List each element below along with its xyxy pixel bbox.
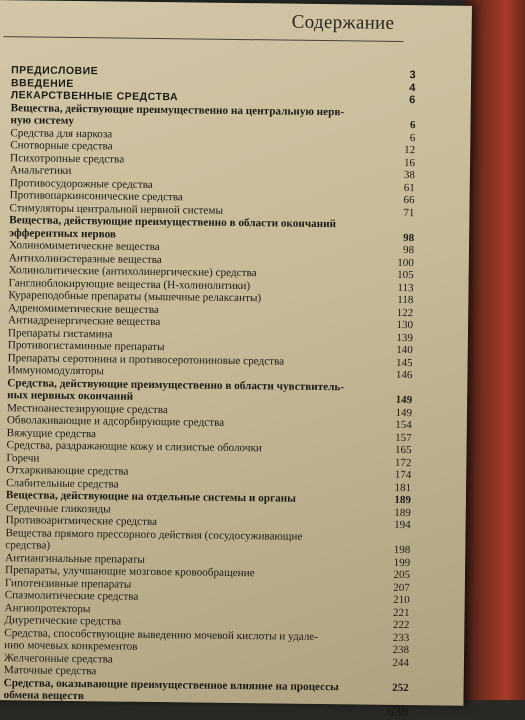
toc-entry-title: Средства, способствующие выведению мочевой кислоты и удале- <box>4 626 319 643</box>
toc-entry-page: 165 <box>394 443 412 457</box>
toc-entry-title: Отхаркивающие средства <box>6 464 129 478</box>
toc-entry-title: Курареподобные препараты (мышечные релаксанты) <box>8 289 262 305</box>
toc-entry-title: Психотропные средства <box>10 151 125 166</box>
toc-entry-page: 98 <box>403 231 415 244</box>
toc-entry-page: 6 <box>409 131 416 144</box>
toc-entry-title: Вяжущие средства <box>6 426 97 440</box>
toc-entry-page: 66 <box>403 194 415 207</box>
toc-entry-title: Средства, раздражающие кожу и слизистые оболочки <box>6 439 263 455</box>
toc-entry-title: Противосудорожные средства <box>9 176 153 191</box>
toc-entry-title: Вещества, действующие на отдельные системы и органы <box>5 489 296 505</box>
toc-entry-title: средства) <box>5 539 51 552</box>
toc-entry-title: ЛЕКАРСТВЕННЫЕ СРЕДСТВА <box>10 89 179 104</box>
toc-entry-page: 113 <box>397 281 414 294</box>
toc-entry-page: 194 <box>394 518 411 532</box>
toc-entry-page: 12 <box>404 144 416 157</box>
toc-entry-page: 140 <box>396 343 413 357</box>
toc-entry-title: Местноанестезирующие средства <box>6 401 168 416</box>
toc-entry-page: 210 <box>393 593 410 607</box>
toc-entry-title: Антиангинальные препараты <box>5 551 145 566</box>
toc-entry-page: 6 <box>409 119 416 132</box>
toc-entry-page: 157 <box>395 431 412 444</box>
toc-entry-page: 199 <box>393 556 411 569</box>
toc-entry-page: 181 <box>394 481 412 494</box>
toc-entry-page: 189 <box>394 506 411 519</box>
toc-entry-page: 189 <box>394 493 411 507</box>
toc-entry-page: 3 <box>409 69 417 82</box>
toc-entry-title: Антиадренергические вещества <box>8 314 161 329</box>
toc-entry-title: Обволакивающие и адсорбирующие средства <box>6 414 225 429</box>
page-number: 639 <box>387 704 409 720</box>
toc-entry-title: обмена веществ <box>3 689 85 703</box>
toc-entry-page: 71 <box>403 206 415 219</box>
toc-entry-page: 154 <box>395 418 412 432</box>
toc-entry-title: ную систему <box>10 114 75 127</box>
toc-entry-page: 38 <box>403 169 415 182</box>
toc-entry-title: Антихолинэстеразные вещества <box>8 251 162 266</box>
toc-entry-title: Стимуляторы центральной нервной системы <box>9 201 224 217</box>
toc-entry-page: 149 <box>395 393 413 407</box>
toc-entry-page: 16 <box>403 156 416 169</box>
toc-entry-title: Сердечные гликозиды <box>5 501 111 515</box>
toc-entry-page: 61 <box>403 181 415 194</box>
toc-entry-title: Адреномиметические вещества <box>8 301 160 316</box>
toc-entry-title: Желчегонные средства <box>3 651 113 665</box>
toc-entry-title: Противогистаминные препараты <box>7 339 165 354</box>
toc-entry-page: 6 <box>409 94 416 107</box>
toc-entry-title: Противопаркинсонические средства <box>9 189 184 204</box>
toc-entry-title: Средства, действующие преимущественно в области чувствитель- <box>7 376 345 393</box>
toc-entry-page: 100 <box>397 256 414 269</box>
toc-entry-title: Холиномиметические вещества <box>8 239 160 254</box>
table-of-contents <box>3 64 416 719</box>
toc-entry-title: Вещества, действующие преимущественно на центральную нерв- <box>10 101 345 118</box>
toc-entry-title: Препараты гистамина <box>7 326 113 340</box>
page-title: Содержание <box>291 11 395 34</box>
toc-entry-page: 252 <box>392 681 409 694</box>
toc-entry-title: Препараты серотонина и противосеротониновые средства <box>7 351 285 368</box>
toc-entry-page: 244 <box>392 656 410 669</box>
toc-entry-title: Средства для наркоза <box>10 126 113 140</box>
toc-entry-page: 4 <box>409 81 417 94</box>
toc-entry-page: 221 <box>392 606 410 619</box>
toc-entry-title: Вещества прямого прессорного действия (сосудосуживающие <box>5 526 303 543</box>
toc-entry-page: 145 <box>396 356 413 369</box>
toc-entry-page: 122 <box>396 306 414 319</box>
toc-entry-title: Слабительные средства <box>6 476 119 491</box>
toc-entry-title: Анальгетики <box>9 164 72 177</box>
toc-entry-page: 174 <box>394 468 412 482</box>
toc-entry-title: ных нервных окончаний <box>7 389 134 403</box>
toc-entry-title: Ангиопротекторы <box>4 601 91 615</box>
toc-entry-title: Снотворные средства <box>10 139 113 153</box>
toc-entry-page: 172 <box>394 456 412 469</box>
toc-entry-title: нию мочевых конкрементов <box>4 639 138 653</box>
toc-entry-page: 146 <box>395 368 413 382</box>
toc-entry-page: 139 <box>396 331 413 344</box>
toc-entry-title: Иммуномодуляторы <box>7 364 105 378</box>
toc-entry-title: Маточные средства <box>3 664 97 678</box>
toc-entry-title: Противоаритмические средства <box>5 514 158 529</box>
toc-entry-page: 198 <box>393 543 411 557</box>
toc-entry-page: 149 <box>395 406 413 419</box>
toc-entry-title: Вещества, действующие преимущественно в области окончаний <box>9 214 337 231</box>
toc-entry-page: 233 <box>392 631 410 644</box>
toc-entry-title: ВВЕДЕНИЕ <box>10 76 74 90</box>
toc-entry-title: Средства, оказывающие преимущественное влияние на процессы <box>3 676 339 693</box>
toc-entry-page: 222 <box>392 618 410 632</box>
toc-entry-title: Спазмолитические средства <box>4 589 139 603</box>
toc-entry-title: Диуретические средства <box>4 614 122 628</box>
toc-entry-title: эфферентных нервов <box>9 226 117 241</box>
toc-entry-page: 205 <box>393 568 411 582</box>
toc-entry-title: ПРЕДИСЛОВИЕ <box>11 64 99 78</box>
book-cover-edge <box>463 0 525 700</box>
toc-entry-title: Горечи <box>6 451 40 465</box>
toc-entry-page: 118 <box>397 293 414 307</box>
toc-entry-page: 238 <box>392 643 410 657</box>
toc-entry-title: Гипотензивные препараты <box>4 576 132 591</box>
toc-entry-page: 105 <box>397 268 414 282</box>
toc-entry-title: Препараты, улучшающие мозговое кровообращение <box>4 564 255 580</box>
toc-entry-page: 130 <box>396 318 414 332</box>
header-rule <box>4 36 404 42</box>
toc-entry-title: Холинолитические (антихолинергические) средства <box>8 264 257 280</box>
toc-entry-page: 207 <box>393 581 410 594</box>
toc-entry-title: Ганглиоблокирующие вещества (Н-холинолитики) <box>8 276 251 292</box>
toc-entry-page: 98 <box>402 244 415 257</box>
